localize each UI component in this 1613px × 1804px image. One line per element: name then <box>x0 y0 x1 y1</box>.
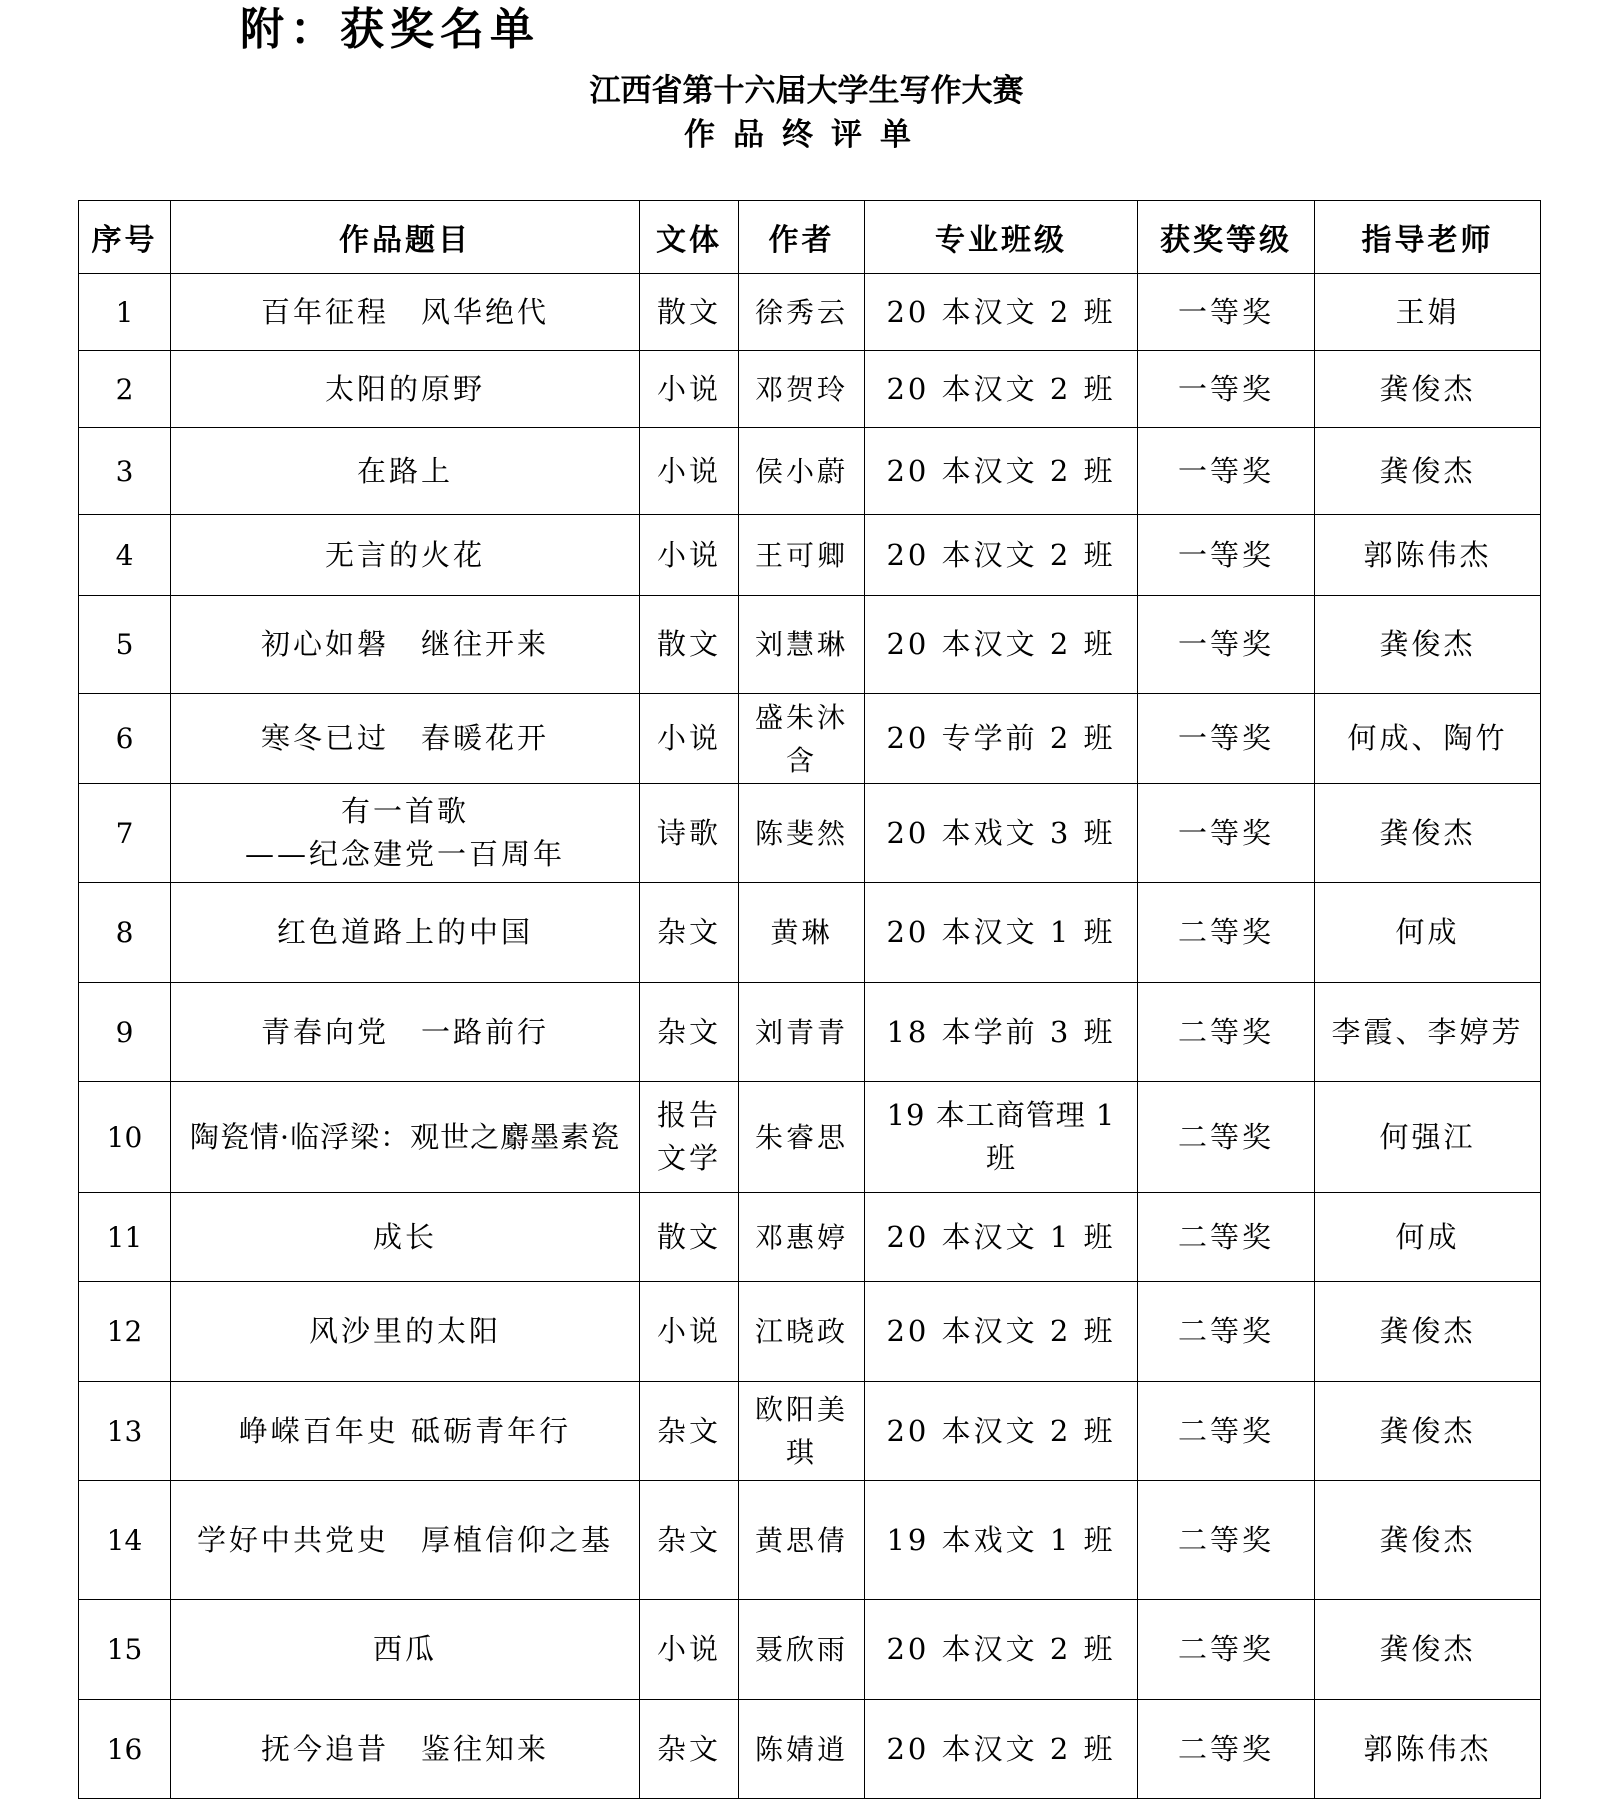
cell-class: 20 本汉文 2 班 <box>865 428 1138 515</box>
cell-level: 一等奖 <box>1138 515 1315 596</box>
cell-author: 邓惠婷 <box>739 1193 865 1282</box>
cell-title: 成长 <box>171 1193 640 1282</box>
column-header-class: 专业班级 <box>865 201 1138 274</box>
cell-genre: 杂文 <box>640 1700 739 1799</box>
cell-advisor: 龚俊杰 <box>1315 1600 1541 1700</box>
table-row <box>79 596 1541 694</box>
cell-author: 朱睿思 <box>739 1082 865 1193</box>
cell-class: 20 本汉文 2 班 <box>865 1600 1138 1700</box>
cell-level: 一等奖 <box>1138 274 1315 351</box>
cell-genre: 小说 <box>640 428 739 515</box>
cell-no: 9 <box>79 983 171 1082</box>
cell-author: 陈斐然 <box>739 784 865 883</box>
column-header-advisor: 指导老师 <box>1315 201 1541 274</box>
cell-no: 13 <box>79 1382 171 1481</box>
cell-author: 刘慧琳 <box>739 596 865 694</box>
cell-advisor: 何成、陶竹 <box>1315 694 1541 784</box>
cell-advisor: 龚俊杰 <box>1315 428 1541 515</box>
cell-author: 侯小蔚 <box>739 428 865 515</box>
cell-level: 二等奖 <box>1138 1382 1315 1481</box>
cell-title: 有一首歌 ——纪念建党一百周年 <box>171 784 640 883</box>
cell-title: 在路上 <box>171 428 640 515</box>
table-row <box>79 1082 1541 1193</box>
cell-author: 黄琳 <box>739 883 865 983</box>
cell-no: 4 <box>79 515 171 596</box>
table-row <box>79 428 1541 515</box>
cell-advisor: 李霞、李婷芳 <box>1315 983 1541 1082</box>
cell-title: 初心如磐 继往开来 <box>171 596 640 694</box>
document-subtitle: 作品终评单 <box>684 117 929 153</box>
cell-level: 二等奖 <box>1138 1600 1315 1700</box>
column-header-genre: 文体 <box>640 201 739 274</box>
cell-author: 欧阳美 琪 <box>739 1382 865 1481</box>
cell-no: 14 <box>79 1481 171 1600</box>
cell-no: 16 <box>79 1700 171 1799</box>
cell-level: 二等奖 <box>1138 883 1315 983</box>
cell-author: 黄思倩 <box>739 1481 865 1600</box>
cell-class: 20 本汉文 2 班 <box>865 515 1138 596</box>
cell-title: 抚今追昔 鉴往知来 <box>171 1700 640 1799</box>
awards-table <box>78 200 1541 1799</box>
table-row <box>79 1481 1541 1600</box>
cell-author: 聂欣雨 <box>739 1600 865 1700</box>
cell-no: 11 <box>79 1193 171 1282</box>
cell-no: 1 <box>79 274 171 351</box>
cell-genre: 杂文 <box>640 1481 739 1600</box>
table-row <box>79 883 1541 983</box>
cell-advisor: 龚俊杰 <box>1315 351 1541 428</box>
cell-genre: 诗歌 <box>640 784 739 883</box>
table-row <box>79 1282 1541 1382</box>
cell-level: 一等奖 <box>1138 351 1315 428</box>
cell-class: 20 本汉文 2 班 <box>865 274 1138 351</box>
cell-title: 太阳的原野 <box>171 351 640 428</box>
cell-title: 峥嵘百年史 砥砺青年行 <box>171 1382 640 1481</box>
cell-advisor: 郭陈伟杰 <box>1315 1700 1541 1799</box>
cell-genre: 小说 <box>640 515 739 596</box>
cell-level: 二等奖 <box>1138 1700 1315 1799</box>
table-row <box>79 1193 1541 1282</box>
cell-title: 百年征程 风华绝代 <box>171 274 640 351</box>
cell-title: 寒冬已过 春暖花开 <box>171 694 640 784</box>
cell-class: 18 本学前 3 班 <box>865 983 1138 1082</box>
cell-class: 20 专学前 2 班 <box>865 694 1138 784</box>
table-row <box>79 1600 1541 1700</box>
cell-class: 19 本工商管理 1 班 <box>865 1082 1138 1193</box>
column-header-no: 序号 <box>79 201 171 274</box>
cell-level: 二等奖 <box>1138 1193 1315 1282</box>
table-row <box>79 1700 1541 1799</box>
cell-genre: 杂文 <box>640 1382 739 1481</box>
cell-advisor: 何强江 <box>1315 1082 1541 1193</box>
cell-title: 青春向党 一路前行 <box>171 983 640 1082</box>
cell-class: 20 本汉文 2 班 <box>865 1382 1138 1481</box>
cell-advisor: 郭陈伟杰 <box>1315 515 1541 596</box>
attachment-label: 附：获奖名单 <box>240 4 540 55</box>
cell-no: 3 <box>79 428 171 515</box>
cell-genre: 杂文 <box>640 983 739 1082</box>
cell-level: 一等奖 <box>1138 596 1315 694</box>
cell-genre: 散文 <box>640 274 739 351</box>
cell-level: 一等奖 <box>1138 428 1315 515</box>
cell-genre: 报告 文学 <box>640 1082 739 1193</box>
cell-level: 二等奖 <box>1138 1282 1315 1382</box>
cell-author: 徐秀云 <box>739 274 865 351</box>
table-row <box>79 351 1541 428</box>
table-row <box>79 694 1541 784</box>
cell-level: 二等奖 <box>1138 1082 1315 1193</box>
cell-advisor: 何成 <box>1315 1193 1541 1282</box>
cell-class: 20 本汉文 1 班 <box>865 883 1138 983</box>
table-row <box>79 983 1541 1082</box>
cell-class: 20 本汉文 2 班 <box>865 1282 1138 1382</box>
cell-level: 一等奖 <box>1138 694 1315 784</box>
cell-author: 王可卿 <box>739 515 865 596</box>
cell-author: 刘青青 <box>739 983 865 1082</box>
cell-no: 15 <box>79 1600 171 1700</box>
cell-title: 学好中共党史 厚植信仰之基 <box>171 1481 640 1600</box>
cell-genre: 小说 <box>640 351 739 428</box>
cell-advisor: 何成 <box>1315 883 1541 983</box>
table-row <box>79 1382 1541 1481</box>
cell-genre: 小说 <box>640 694 739 784</box>
cell-author: 邓贺玲 <box>739 351 865 428</box>
cell-author: 江晓政 <box>739 1282 865 1382</box>
cell-no: 8 <box>79 883 171 983</box>
cell-class: 19 本戏文 1 班 <box>865 1481 1138 1600</box>
cell-advisor: 王娟 <box>1315 274 1541 351</box>
header-row <box>79 201 1541 274</box>
cell-advisor: 龚俊杰 <box>1315 596 1541 694</box>
cell-class: 20 本汉文 2 班 <box>865 596 1138 694</box>
cell-genre: 散文 <box>640 1193 739 1282</box>
column-header-title: 作品题目 <box>171 201 640 274</box>
cell-no: 2 <box>79 351 171 428</box>
cell-author: 盛朱沐 含 <box>739 694 865 784</box>
cell-title: 无言的火花 <box>171 515 640 596</box>
cell-class: 20 本戏文 3 班 <box>865 784 1138 883</box>
table-row <box>79 274 1541 351</box>
cell-level: 二等奖 <box>1138 1481 1315 1600</box>
cell-class: 20 本汉文 2 班 <box>865 1700 1138 1799</box>
cell-class: 20 本汉文 1 班 <box>865 1193 1138 1282</box>
cell-class: 20 本汉文 2 班 <box>865 351 1138 428</box>
cell-genre: 杂文 <box>640 883 739 983</box>
cell-genre: 小说 <box>640 1282 739 1382</box>
cell-level: 一等奖 <box>1138 784 1315 883</box>
cell-no: 7 <box>79 784 171 883</box>
cell-no: 12 <box>79 1282 171 1382</box>
column-header-author: 作者 <box>739 201 865 274</box>
cell-title: 西瓜 <box>171 1600 640 1700</box>
cell-genre: 小说 <box>640 1600 739 1700</box>
cell-genre: 散文 <box>640 596 739 694</box>
cell-no: 6 <box>79 694 171 784</box>
cell-no: 5 <box>79 596 171 694</box>
document-title: 江西省第十六届大学生写作大赛 <box>589 73 1024 109</box>
cell-title: 红色道路上的中国 <box>171 883 640 983</box>
cell-title: 风沙里的太阳 <box>171 1282 640 1382</box>
cell-no: 10 <box>79 1082 171 1193</box>
table-row <box>79 515 1541 596</box>
cell-level: 二等奖 <box>1138 983 1315 1082</box>
cell-advisor: 龚俊杰 <box>1315 1481 1541 1600</box>
cell-advisor: 龚俊杰 <box>1315 784 1541 883</box>
cell-author: 陈婧逍 <box>739 1700 865 1799</box>
column-header-level: 获奖等级 <box>1138 201 1315 274</box>
table-row <box>79 784 1541 883</box>
cell-advisor: 龚俊杰 <box>1315 1282 1541 1382</box>
cell-advisor: 龚俊杰 <box>1315 1382 1541 1481</box>
cell-title: 陶瓷情·临浮梁：观世之麝墨素瓷 <box>171 1082 640 1193</box>
